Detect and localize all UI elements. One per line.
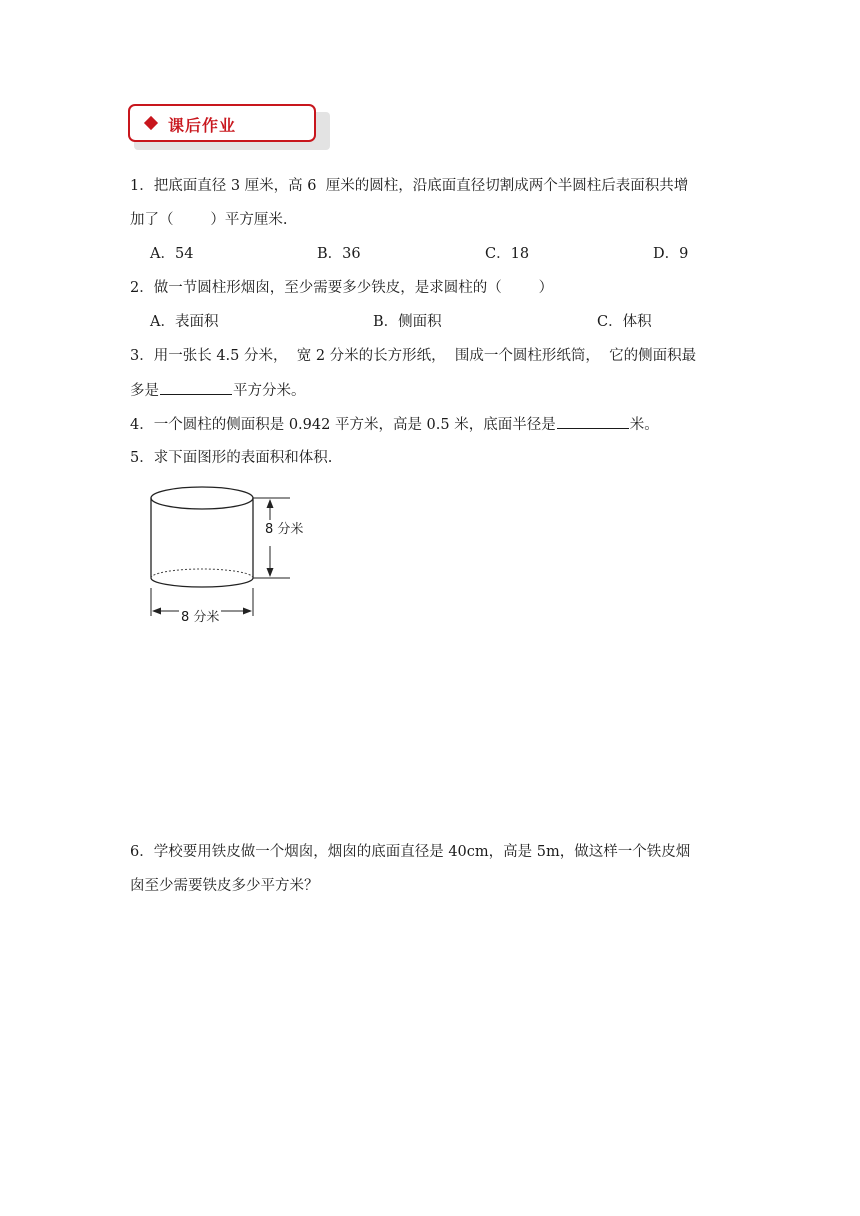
section-header	[128, 104, 334, 150]
question-2-option-a: A．表面积	[150, 314, 219, 330]
question-4-line-1	[130, 414, 659, 435]
question-6-line-2: 囱至少需要铁皮多少平方米？	[130, 878, 319, 894]
question-1-option-a: A．54	[150, 246, 194, 262]
answer-blank[interactable]	[557, 414, 629, 429]
question-3-text-after: 平方分米。	[233, 383, 306, 399]
question-5-line-1: 5．求下面图形的表面积和体积.	[130, 450, 333, 466]
question-2-line-1: 2．做一节圆柱形烟囱，至少需要多少铁皮，是求圆柱的（ ）	[130, 280, 554, 296]
answer-blank[interactable]	[160, 380, 232, 395]
diamond-icon	[144, 116, 158, 130]
diameter-label: 8 分米	[181, 610, 220, 625]
height-arrow-up	[267, 499, 274, 508]
question-3-line-2	[130, 380, 306, 401]
cylinder-top-ellipse	[151, 487, 253, 509]
diameter-arrow-left	[152, 608, 161, 615]
cylinder-bottom-hidden-edge	[151, 569, 253, 578]
cylinder-figure	[140, 478, 320, 628]
header-box	[128, 104, 316, 142]
question-3-line-1: 3．用一张长 4.5 分米， 宽 2 分米的长方形纸， 围成一个圆柱形纸筒， 它的侧面积最	[130, 348, 697, 364]
height-arrow-down	[267, 568, 274, 577]
question-3-text-before: 多是	[130, 383, 159, 399]
section-title: 课后作业	[168, 116, 237, 135]
diameter-arrow-right	[243, 608, 252, 615]
cylinder-bottom-front-edge	[151, 578, 253, 587]
question-2-option-c: C．体积	[597, 314, 652, 330]
question-2-option-b: B．侧面积	[373, 314, 442, 330]
height-label: 8 分米	[265, 522, 304, 537]
question-4-text-before: 4．一个圆柱的侧面积是 0.942 平方米，高是 0.5 米，底面半径是	[130, 417, 556, 433]
question-1-option-c: C．18	[485, 246, 530, 262]
question-1-option-b: B．36	[317, 246, 361, 262]
question-1-line-2: 加了（ ）平方厘米.	[130, 212, 288, 228]
question-4-text-after: 米。	[629, 417, 659, 433]
question-6-line-1: 6．学校要用铁皮做一个烟囱，烟囱的底面直径是 40cm，高是 5m，做这样一个铁皮烟	[130, 844, 691, 860]
question-1-line-1: 1．把底面直径 3 厘米，高 6 厘米的圆柱，沿底面直径切割成两个半圆柱后表面积共增	[130, 178, 689, 194]
question-1-option-d: D．9	[653, 246, 689, 262]
cylinder-diagram	[140, 478, 320, 628]
